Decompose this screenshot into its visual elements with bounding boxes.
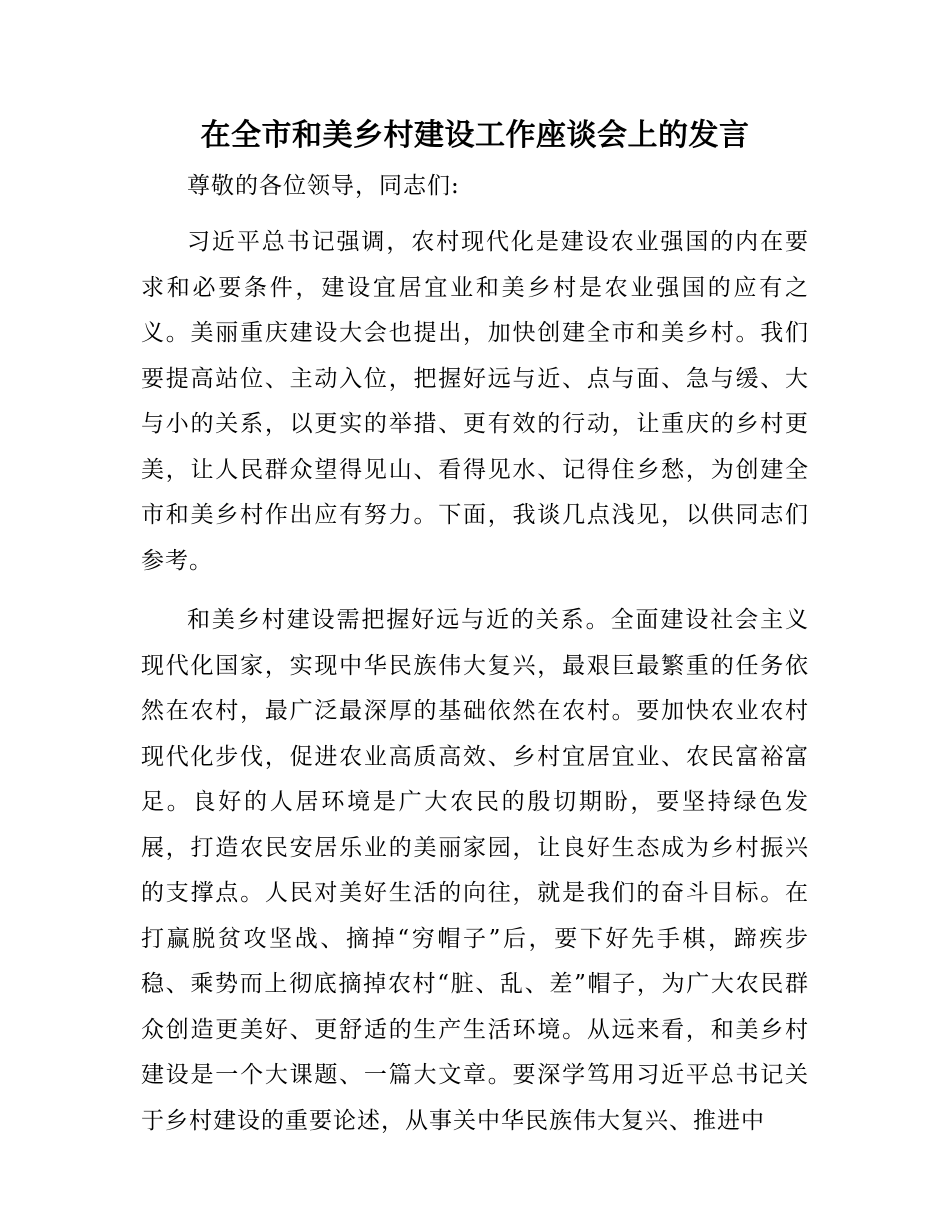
salutation: 尊敬的各位领导，同志们: [187, 173, 460, 199]
paragraph-far-and-near: 和美乡村建设需把握好远与近的关系。全面建设社会主义现代化国家，实现中华民族伟大复兴，最艰巨最繁重的任务依然在农村，最广泛最深厚的基础依然在农村。要加快农业农村现代化步伐，促进农业高质高效、乡村宜居宜业、农民富裕富足。良好的人居环境是广大农民的殷切期盼，要坚持绿色发展，打造农民安居乐业的美丽家园，让良好生态成为乡村振兴的支撑点。人民对美好生活的向往，就是我们的奋斗目标。在打赢脱贫攻坚战、摘掉“穷帽子”后，要下好先手棋，蹄疾步稳、乘势而上彻底摘掉农村“脏、乱、差”帽子，为广大农民群众创造更美好、更舒适的生产生活环境。从远来看，和美乡村建设是一个大课题、一篇大文章。要深学笃用习近平总书记关于乡村建设的重要论述，从事关中华民族伟大复兴、推进中 [141, 607, 809, 1134]
document-body [141, 112, 809, 1144]
document-title: 在全市和美乡村建设工作座谈会上的发言 [200, 118, 750, 153]
paragraph-intro: 习近平总书记强调，农村现代化是建设农业强国的内在要求和必要条件，建设宜居宜业和美乡村是农业强国的应有之义。美丽重庆建设大会也提出，加快创建全市和美乡村。我们要提高站位、主动入位，把握好远与近、点与面、急与缓、大与小的关系，以更实的举措、更有效的行动，让重庆的乡村更美，让人民群众望得见山、看得见水、记得住乡愁，为创建全市和美乡村作出应有努力。下面，我谈几点浅见，以供同志们参考。 [141, 229, 809, 574]
